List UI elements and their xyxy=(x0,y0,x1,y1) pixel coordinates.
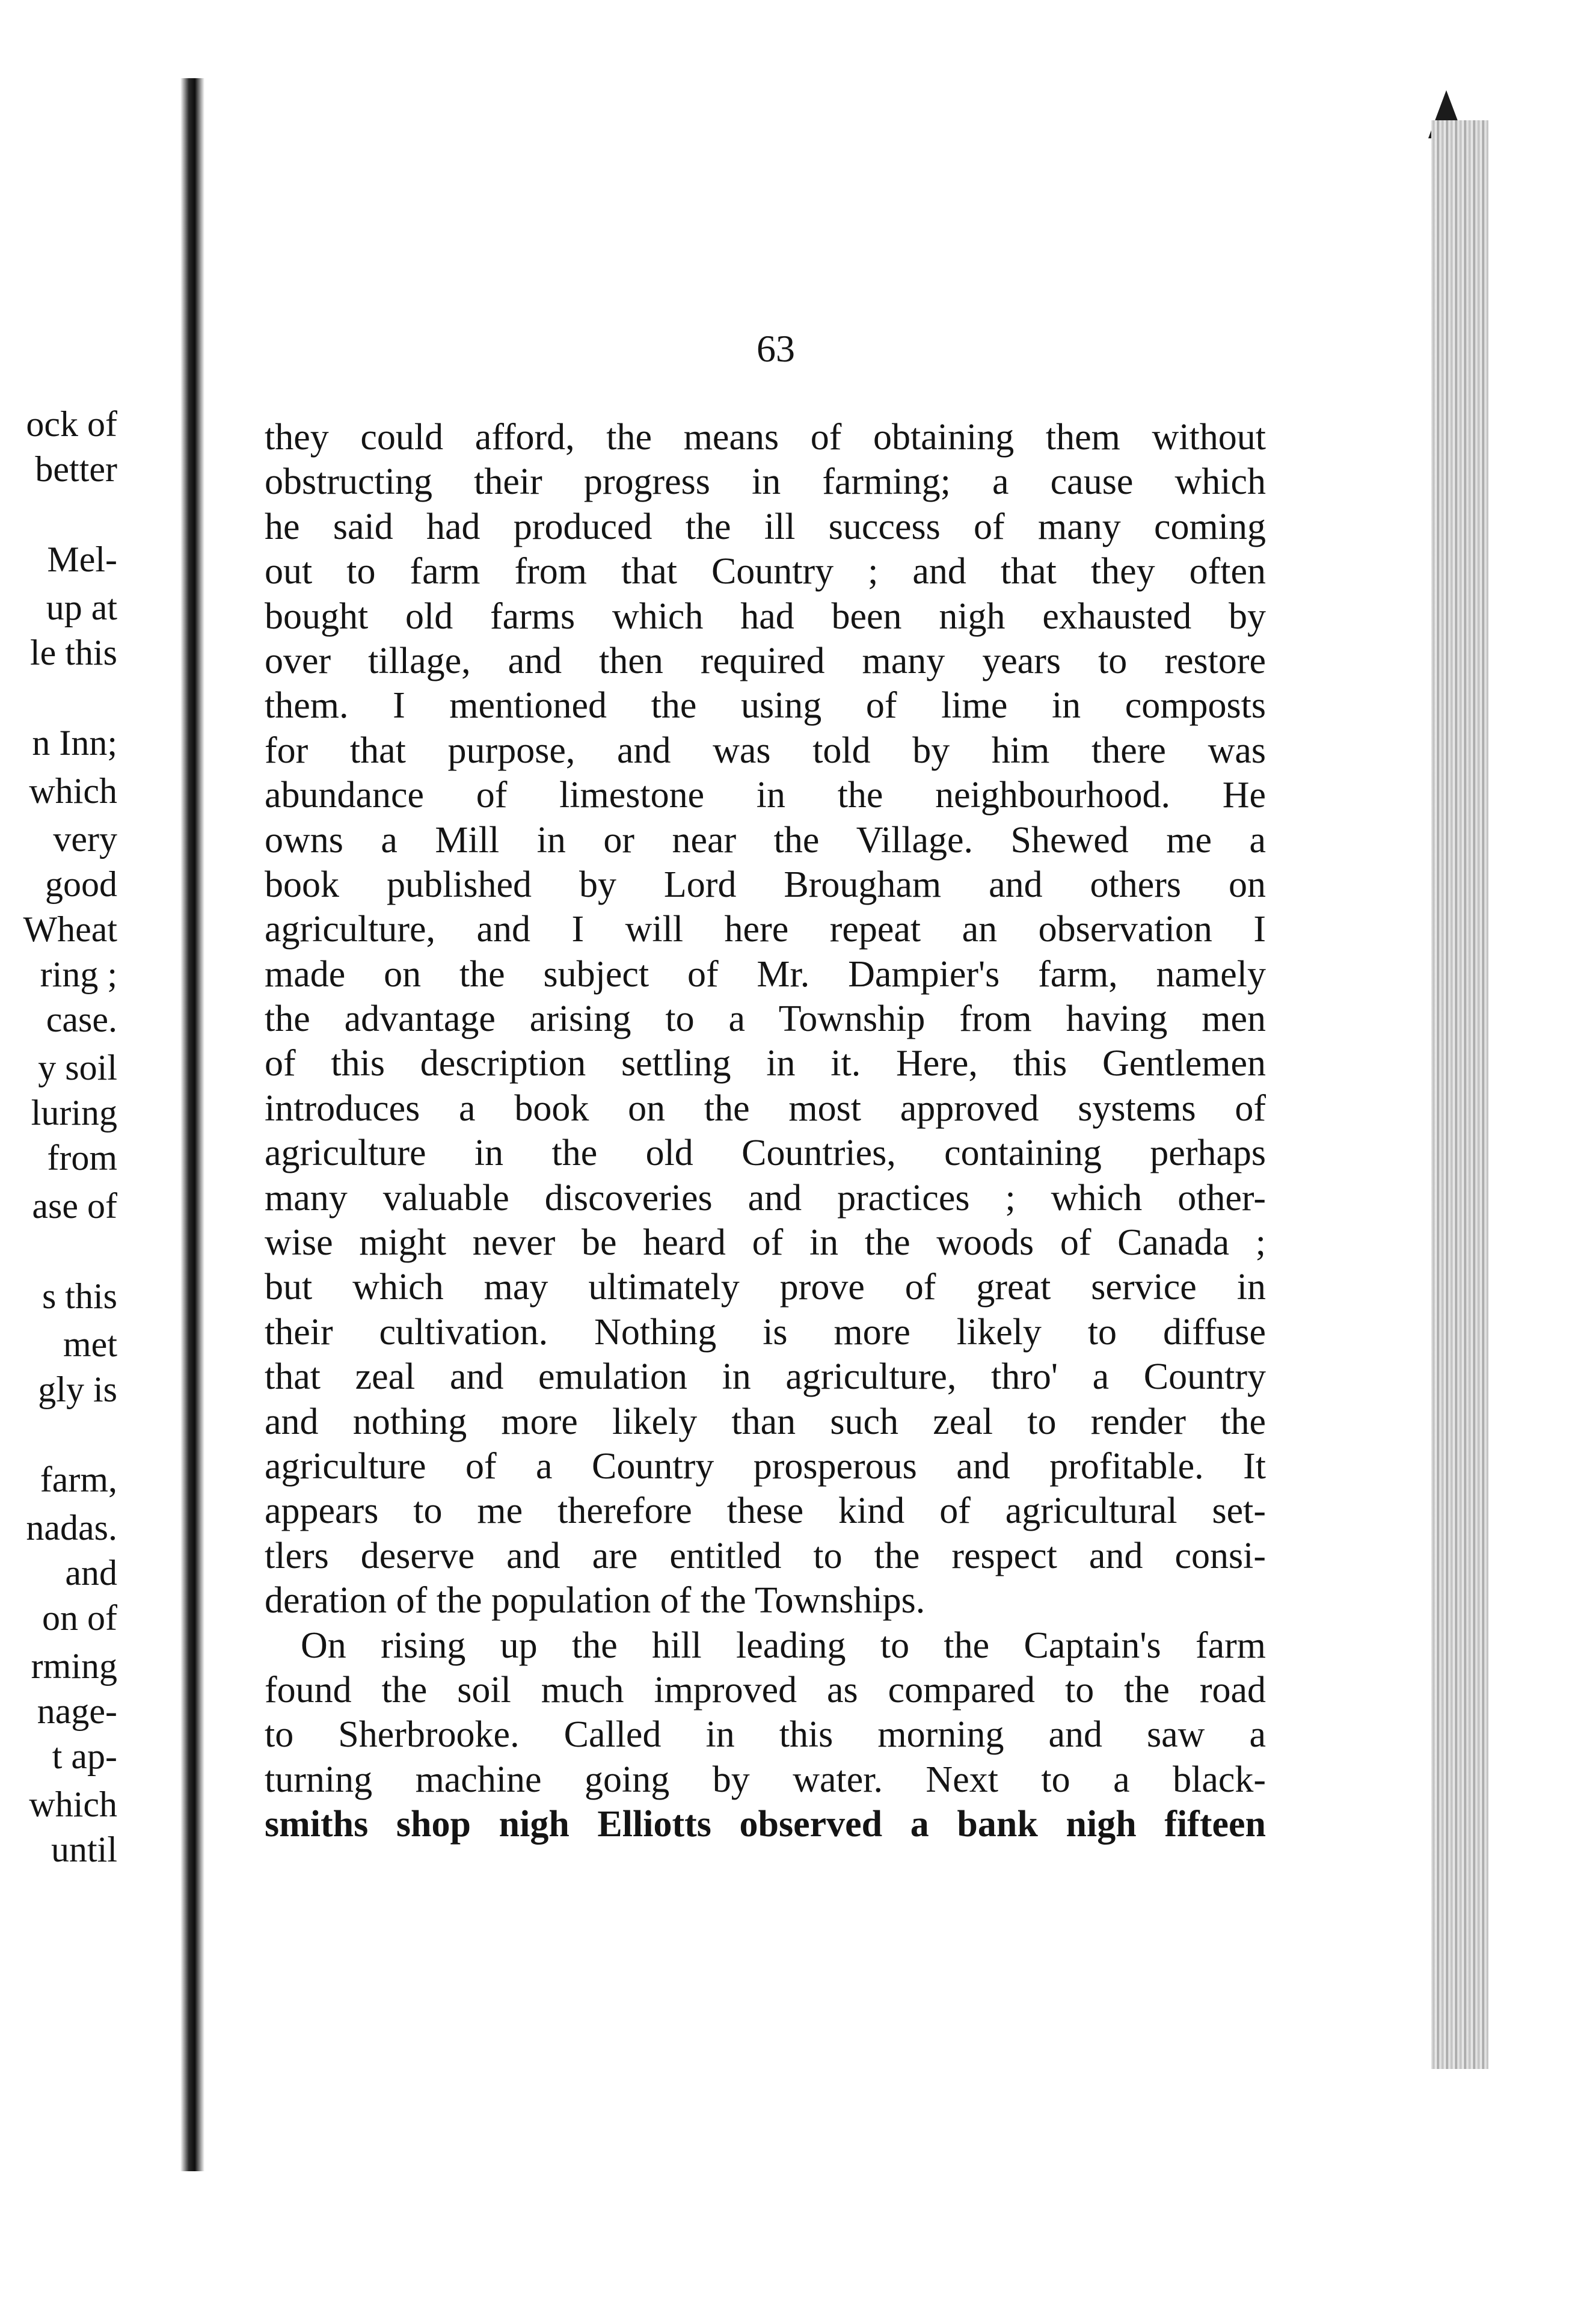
text-line-paragraph-end: deration of the population of the Townships. xyxy=(265,1580,926,1622)
left-fragment-line: rming xyxy=(31,1646,117,1686)
left-fragment-line: met xyxy=(63,1324,117,1364)
left-fragment-line: gly is xyxy=(38,1370,117,1409)
text-line: agriculture, and I will here repeat an observation I xyxy=(265,909,1266,950)
left-fragment-line: nadas. xyxy=(26,1508,117,1548)
text-line: obstructing their progress in farming; a cause which xyxy=(265,461,1266,503)
text-line: their cultivation. Nothing is more likely to diffuse xyxy=(265,1311,1266,1353)
text-line: but which may ultimately prove of great service in xyxy=(265,1267,1266,1308)
text-line: that zeal and emulation in agriculture, thro' a Country xyxy=(265,1356,1266,1398)
text-line: many valuable discoveries and practices ; which other- xyxy=(265,1177,1266,1219)
text-line: the advantage arising to a Township from having men xyxy=(265,998,1266,1040)
left-fragment-line: farm, xyxy=(40,1460,117,1499)
left-fragment-line: and xyxy=(65,1553,117,1593)
book-gutter xyxy=(180,78,204,2171)
text-line: wise might never be heard of in the woods of Canada ; xyxy=(265,1222,1266,1264)
text-line: smiths shop nigh Elliotts observed a bank nigh fifteen xyxy=(265,1804,1266,1845)
left-fragment-line: Wheat xyxy=(23,909,117,949)
text-line: of this description settling in it. Here, this Gentlemen xyxy=(265,1043,1266,1084)
text-line: they could afford, the means of obtaining them without xyxy=(265,417,1266,458)
text-line: abundance of limestone in the neighbourhood. He xyxy=(265,775,1266,816)
left-fragment-line: s this xyxy=(41,1276,117,1316)
page-number: 63 xyxy=(757,327,795,370)
page-edge-stack xyxy=(1431,120,1488,2069)
text-line: he said had produced the ill success of many coming xyxy=(265,506,1266,547)
left-fragment-line: very xyxy=(53,819,117,859)
left-fragment-line: y soil xyxy=(38,1048,117,1087)
left-fragment-line: better xyxy=(35,449,117,489)
body-text xyxy=(265,415,1266,1847)
text-line: tlers deserve and are entitled to the respect and consi- xyxy=(265,1535,1266,1576)
text-line: appears to me therefore these kind of agricultural set- xyxy=(265,1490,1266,1532)
left-fragment-line: n Inn; xyxy=(32,723,117,763)
text-line: for that purpose, and was told by him there was xyxy=(265,730,1266,771)
left-fragment-line: until xyxy=(51,1830,117,1869)
left-fragment-line: on of xyxy=(42,1598,117,1638)
text-line: turning machine going by water. Next to a black- xyxy=(265,1759,1266,1800)
text-line-paragraph-start: On rising up the hill leading to the Captain's farm xyxy=(301,1625,1266,1666)
left-fragment-line: Mel- xyxy=(47,540,117,579)
left-page-fragment xyxy=(0,0,180,2324)
text-line: and nothing more likely than such zeal to render the xyxy=(265,1401,1266,1442)
left-fragment-line: ock of xyxy=(26,404,117,444)
left-fragment-line: good xyxy=(45,864,117,904)
text-line: out to farm from that Country ; and that they often xyxy=(265,551,1266,592)
left-fragment-line: from xyxy=(47,1138,117,1178)
text-line: agriculture of a Country prosperous and profitable. It xyxy=(265,1445,1266,1487)
text-line: to Sherbrooke. Called in this morning and saw a xyxy=(265,1714,1266,1756)
left-fragment-line: ring ; xyxy=(40,954,117,994)
left-fragment-line: case. xyxy=(46,1000,117,1039)
left-fragment-line: which xyxy=(29,1784,117,1824)
text-line: book published by Lord Brougham and others on xyxy=(265,864,1266,905)
left-fragment-line: ase of xyxy=(32,1186,117,1226)
text-line: agriculture in the old Countries, containing perhaps xyxy=(265,1133,1266,1174)
text-line: owns a Mill in or near the Village. Shewed me a xyxy=(265,819,1266,861)
text-line: introduces a book on the most approved systems of xyxy=(265,1087,1266,1129)
text-line: over tillage, and then required many years to restore xyxy=(265,640,1266,681)
text-line: them. I mentioned the using of lime in composts xyxy=(265,685,1266,727)
left-fragment-line: nage- xyxy=(37,1691,117,1731)
left-fragment-line: le this xyxy=(30,633,117,672)
text-line: bought old farms which had been nigh exhausted by xyxy=(265,595,1266,637)
left-fragment-line: up at xyxy=(46,588,117,627)
left-fragment-line: luring xyxy=(31,1093,117,1133)
left-fragment-line: which xyxy=(29,771,117,811)
text-line: made on the subject of Mr. Dampier's farm, namely xyxy=(265,953,1266,995)
left-fragment-line: t ap- xyxy=(52,1736,117,1776)
text-line: found the soil much improved as compared to the road xyxy=(265,1669,1266,1711)
